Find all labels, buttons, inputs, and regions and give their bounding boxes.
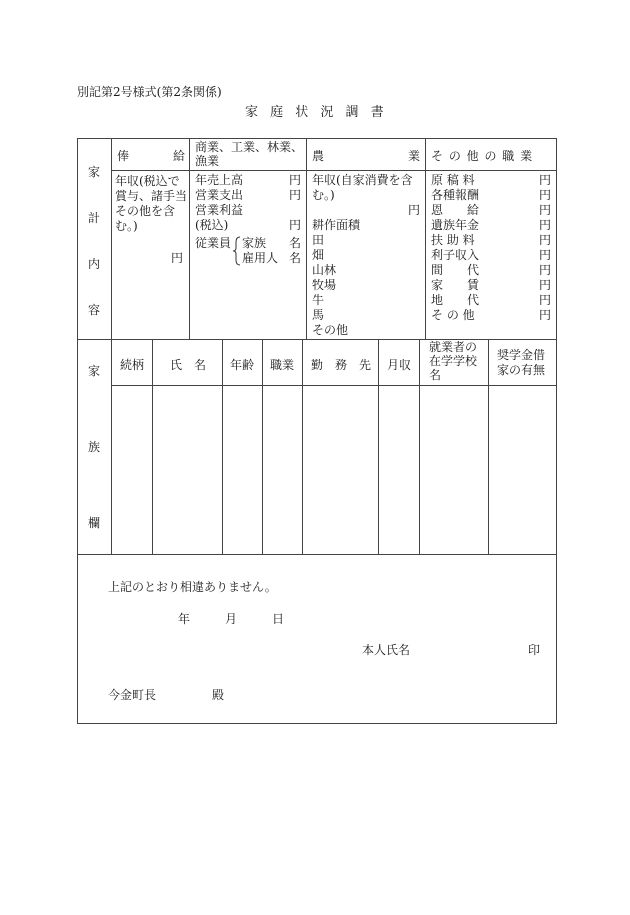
rule <box>111 170 557 171</box>
col-scholarship <box>497 348 545 378</box>
other-row: 地 代 円 <box>431 293 551 307</box>
rule <box>111 138 112 555</box>
salary-yen: 円 <box>171 251 184 265</box>
business-row: 年売上高 円 <box>195 173 301 187</box>
salary-heading-left: 俸 <box>117 149 130 163</box>
salary-body-line: む。) <box>115 219 138 233</box>
rule <box>77 339 557 340</box>
other-row: 各種報酬 円 <box>431 188 551 202</box>
other-row: 扶 助 料 円 <box>431 233 551 247</box>
agriculture-items <box>312 218 360 338</box>
col-age: 年齢 <box>230 358 255 372</box>
agriculture-income <box>312 173 413 203</box>
rule <box>262 339 263 555</box>
employee-row: 家族 名 <box>242 236 301 250</box>
household-side-label-1: 家 <box>87 165 100 179</box>
rule <box>77 554 557 555</box>
business-row: 営業利益 <box>195 203 244 217</box>
agriculture-item: 耕作面積 <box>312 218 361 232</box>
rule <box>425 138 426 340</box>
col-monthly: 月収 <box>387 358 412 372</box>
salary-body-line: 賞与、諸手当 <box>115 189 188 203</box>
employee-row: 雇用人 名 <box>242 251 301 265</box>
rule <box>152 339 153 555</box>
other-heading: そ の 他 の 職 業 <box>431 149 534 163</box>
honorific: 殿 <box>212 688 225 702</box>
family-side-label-3: 欄 <box>87 516 100 530</box>
agriculture-item: 牛 <box>312 293 325 307</box>
salary-body-line: 年収(税込で <box>115 174 180 188</box>
business-heading <box>195 140 303 168</box>
salary-body <box>115 174 187 234</box>
employee-rows <box>242 236 301 266</box>
business-heading-line: 商業、工業、林業、 <box>195 140 304 154</box>
col-relation: 続柄 <box>120 358 145 372</box>
col-scholarship-line: 家の有無 <box>497 363 546 377</box>
agriculture-income-line: む。) <box>312 188 335 202</box>
rule <box>189 138 190 340</box>
rule <box>77 723 557 724</box>
family-side-label-2: 族 <box>87 440 100 454</box>
other-rows <box>431 173 551 323</box>
family-side-label-1: 家 <box>87 364 100 378</box>
household-side-label-4: 容 <box>87 303 100 317</box>
rule <box>111 385 557 386</box>
agriculture-item: 田 <box>312 233 325 247</box>
employee-label: 従業員 <box>195 236 232 250</box>
col-school-line: 在学学校 <box>429 354 478 368</box>
rule <box>556 138 557 724</box>
rule <box>77 138 557 139</box>
rule <box>378 339 379 555</box>
col-school <box>429 340 477 382</box>
date-year: 年 <box>178 612 191 626</box>
agriculture-heading-right: 業 <box>408 149 421 163</box>
business-heading-line: 漁業 <box>195 154 220 168</box>
addressee: 今金町長 <box>108 688 157 702</box>
agriculture-heading-left: 農 <box>312 149 325 163</box>
salary-heading-right: 給 <box>173 149 186 163</box>
col-name: 氏 名 <box>170 358 207 372</box>
business-rows <box>195 173 301 233</box>
agriculture-item: 山林 <box>312 263 337 277</box>
col-school-line: 就業者の <box>429 340 478 354</box>
signer-label: 本人氏名 <box>362 643 411 657</box>
rule <box>222 339 223 555</box>
other-row: そ の 他 円 <box>431 308 551 322</box>
document-title: 家 庭 状 況 調 書 <box>245 105 388 120</box>
other-row: 遺族年金 円 <box>431 218 551 232</box>
other-row: 恩 給 円 <box>431 203 551 217</box>
declaration-statement: 上記のとおり相違ありません。 <box>108 580 277 594</box>
rule <box>419 339 420 555</box>
other-row: 家 賃 円 <box>431 278 551 292</box>
household-side-label-2: 計 <box>87 211 100 225</box>
col-occupation: 職業 <box>270 358 295 372</box>
col-scholarship-line: 奨学金借 <box>497 348 546 362</box>
other-row: 間 代 円 <box>431 263 551 277</box>
agriculture-yen: 円 <box>408 203 421 217</box>
salary-body-line: その他を含 <box>115 204 176 218</box>
other-row: 原 稿 料 円 <box>431 173 551 187</box>
agriculture-item: 畑 <box>312 248 325 262</box>
other-row: 利子収入 円 <box>431 248 551 262</box>
col-school-line: 名 <box>429 368 442 382</box>
rule <box>302 339 303 555</box>
business-row: (税込) 円 <box>195 218 301 232</box>
business-row: 営業支出 円 <box>195 188 301 202</box>
agriculture-item: 牧場 <box>312 278 337 292</box>
col-workplace: 勤 務 先 <box>311 358 372 372</box>
brace-icon <box>233 236 241 266</box>
form-number: 別記第2号様式(第2条関係) <box>77 85 222 99</box>
rule <box>306 138 307 340</box>
date-day: 日 <box>272 612 285 626</box>
rule <box>77 138 78 724</box>
date-month: 月 <box>225 612 238 626</box>
agriculture-item: 馬 <box>312 308 325 322</box>
rule <box>488 339 489 555</box>
agriculture-income-line: 年収(自家消費を含 <box>312 173 413 187</box>
household-side-label-3: 内 <box>87 257 100 271</box>
agriculture-item: その他 <box>312 323 349 337</box>
seal-mark: 印 <box>528 643 541 657</box>
